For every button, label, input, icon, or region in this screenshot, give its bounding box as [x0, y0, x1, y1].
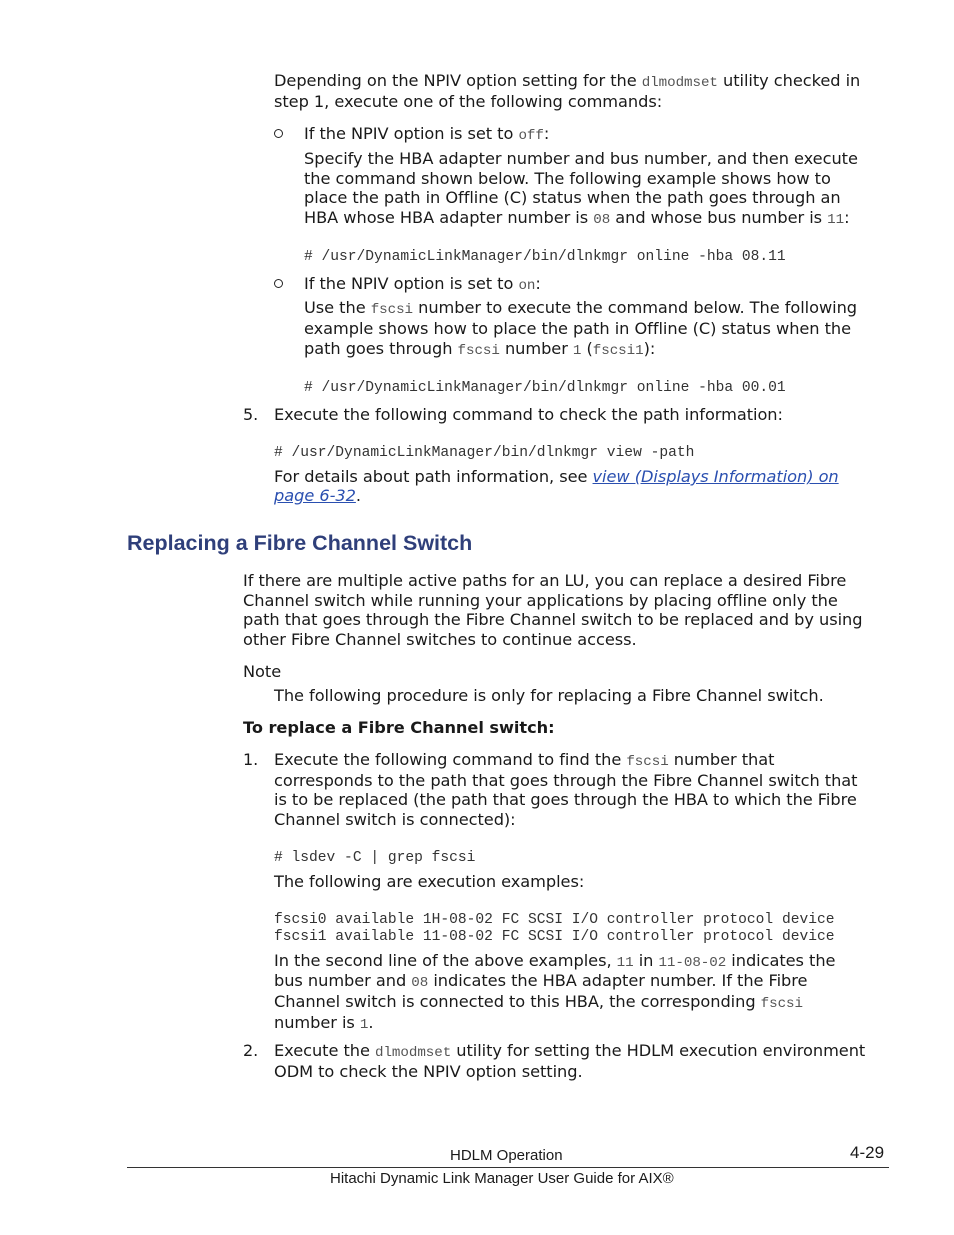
section-paragraph-3: path that goes through the Fibre Channel switch to be replaced and by using — [243, 610, 863, 629]
step-text-2: ODM to check the NPIV option setting. — [274, 1062, 583, 1081]
page-number: 4-29 — [850, 1143, 885, 1162]
off-case-text-2: the command shown below. The following example shows how to — [304, 169, 831, 188]
footer-divider — [127, 1167, 889, 1168]
explain-line-3: Channel switch is connected to this HBA, the corresponding fscsi — [274, 992, 803, 1012]
note-text: The following procedure is only for replacing a Fibre Channel switch. — [274, 686, 824, 705]
details-line-1: For details about path information, see view (Displays Information) on — [274, 467, 839, 486]
details-line-2: page 6-32. — [274, 486, 361, 505]
step-number: 1. — [243, 750, 259, 769]
step-text-4: Channel switch is connected): — [274, 810, 516, 829]
on-case-heading: If the NPIV option is set to on: — [304, 274, 541, 294]
output-line-1: fscsi0 available 1H-08-02 FC SCSI I/O controller protocol device — [274, 912, 835, 928]
cross-reference-link[interactable]: page 6-32 — [274, 486, 356, 505]
off-case-text-3: place the path in Offline (C) status when the path goes through an — [304, 188, 841, 207]
on-case-text-3: path goes through fscsi number 1 (fscsi1): — [304, 339, 656, 359]
step-text-2: corresponds to the path that goes through the Fibre Channel switch that — [274, 771, 858, 790]
explain-line-1: In the second line of the above examples, 11 in 11-08-02 indicates the — [274, 951, 836, 971]
step-number: 2. — [243, 1041, 259, 1060]
note-label: Note — [243, 662, 282, 681]
cross-reference-link[interactable]: view (Displays Information) on — [592, 467, 839, 486]
off-case-text-1: Specify the HBA adapter number and bus number, and then execute — [304, 149, 858, 168]
off-case-text-4: HBA whose HBA adapter number is 08 and whose bus number is 11: — [304, 208, 850, 228]
explain-line-4: number is 1. — [274, 1013, 374, 1033]
inline-code: dlmodmset — [641, 75, 718, 91]
code-block: # lsdev -C | grep fscsi — [274, 850, 476, 866]
section-paragraph-2: Channel switch while running your applications by placing offline only the — [243, 591, 838, 610]
procedure-heading: To replace a Fibre Channel switch: — [243, 718, 555, 737]
bullet-icon — [274, 279, 283, 288]
intro-line-2: step 1, execute one of the following commands: — [274, 92, 663, 111]
footer-book-title: Hitachi Dynamic Link Manager User Guide for AIX® — [330, 1170, 674, 1187]
section-paragraph-1: If there are multiple active paths for an LU, you can replace a desired Fibre — [243, 571, 847, 590]
explain-line-2: bus number and 08 indicates the HBA adapter number. If the Fibre — [274, 971, 808, 991]
bullet-icon — [274, 129, 283, 138]
on-case-text-2: example shows how to place the path in Offline (C) status when the — [304, 319, 852, 338]
code-block: # /usr/DynamicLinkManager/bin/dlnkmgr view -path — [274, 445, 695, 461]
step-text-3: is to be replaced (the path that goes through the HBA to which the Fibre — [274, 790, 857, 809]
step-text-1: Execute the following command to find the fscsi number that — [274, 750, 775, 770]
code-block: # /usr/DynamicLinkManager/bin/dlnkmgr online -hba 00.01 — [304, 380, 786, 396]
step-text: Execute the following command to check the path information: — [274, 405, 783, 424]
step-text-1: Execute the dlmodmset utility for setting the HDLM execution environment — [274, 1041, 866, 1061]
section-title: Replacing a Fibre Channel Switch — [127, 531, 473, 555]
section-paragraph-4: other Fibre Channel switches to continue access. — [243, 630, 637, 649]
step-number: 5. — [243, 405, 259, 424]
on-case-text-1: Use the fscsi number to execute the command below. The following — [304, 298, 858, 318]
code-block: # /usr/DynamicLinkManager/bin/dlnkmgr online -hba 08.11 — [304, 249, 786, 265]
off-case-heading: If the NPIV option is set to off: — [304, 124, 550, 144]
examples-label: The following are execution examples: — [274, 872, 585, 891]
intro-line-1: Depending on the NPIV option setting for the dlmodmset utility checked in — [274, 71, 861, 91]
output-line-2: fscsi1 available 11-08-02 FC SCSI I/O controller protocol device — [274, 929, 835, 945]
footer-section: HDLM Operation — [450, 1147, 563, 1164]
